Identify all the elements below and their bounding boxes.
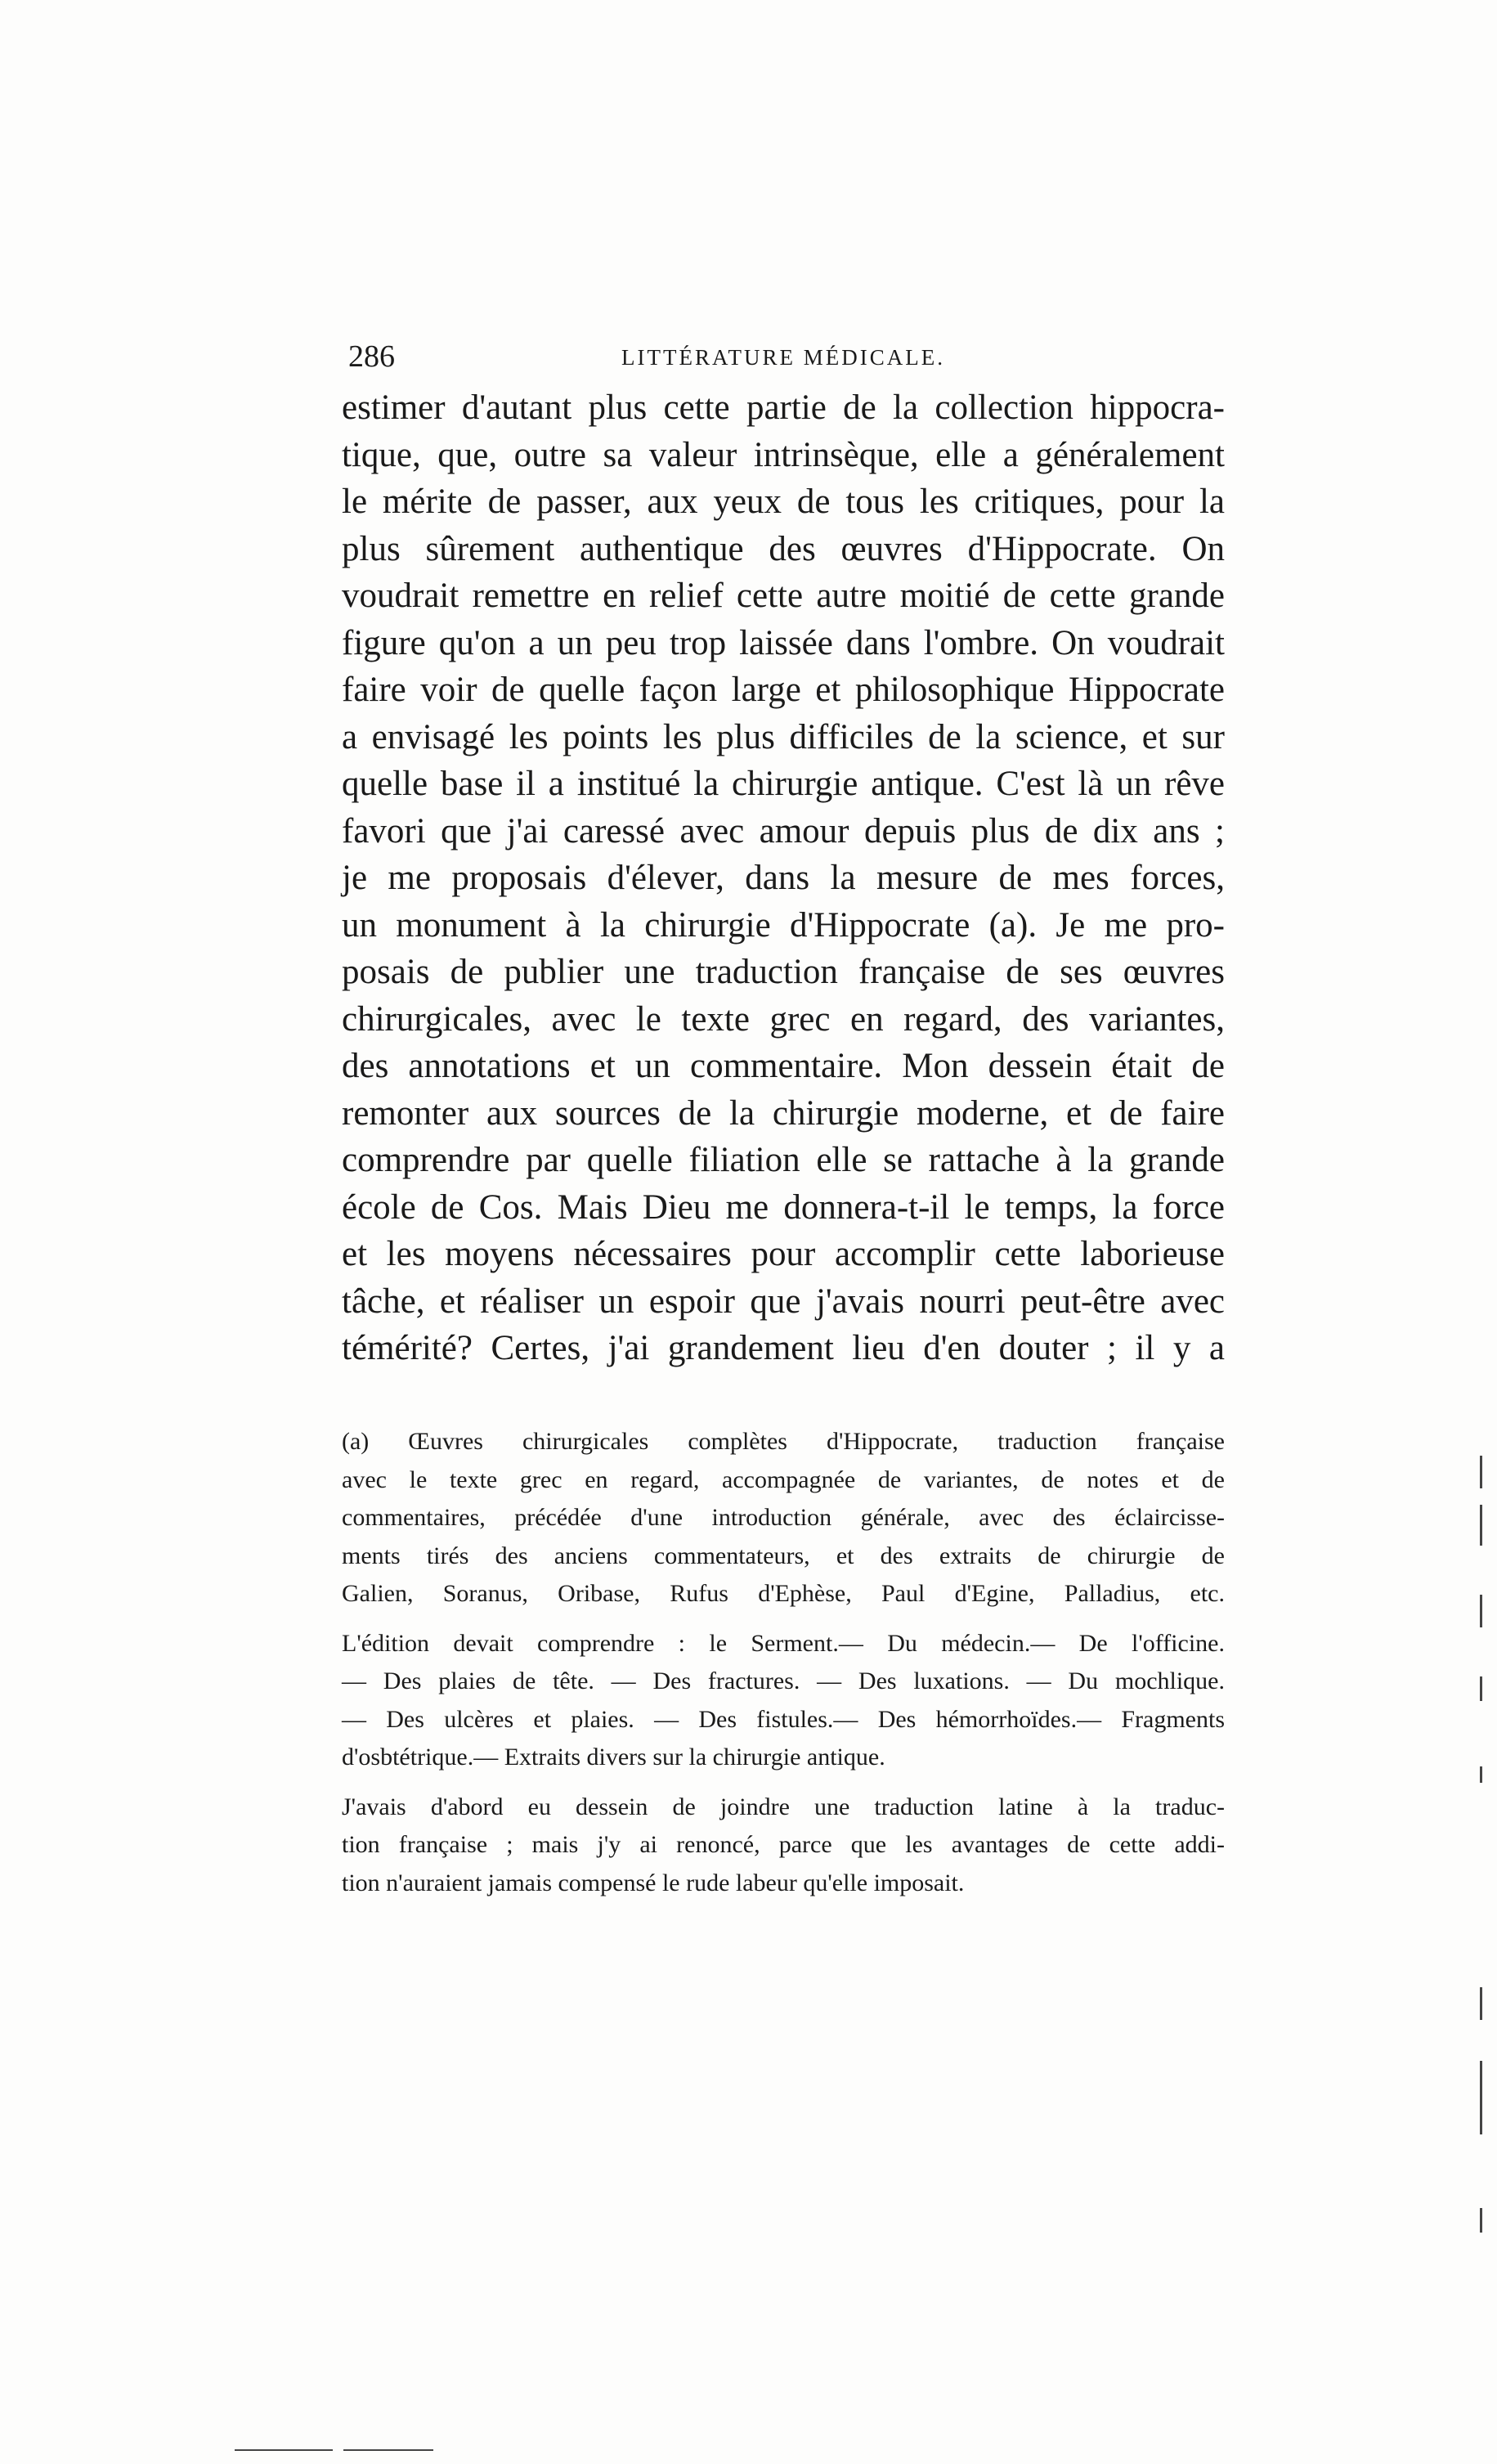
footnote-line: ments tirés des anciens commentateurs, et des extraits de chirurgie de (342, 1542, 1225, 1569)
footnote-paragraph (342, 1789, 1225, 1903)
body-text (342, 384, 1225, 1372)
footnote-line: tion n'auraient jamais compensé le rude labeur qu'elle imposait. (342, 1869, 965, 1896)
body-line: tâche, et réaliser un espoir que j'avais nourri peut-être avec (342, 1281, 1225, 1321)
scan-mark (1480, 1456, 1482, 1488)
body-line: figure qu'on a un peu trop laissée dans l'ombre. On voudrait (342, 623, 1225, 662)
scan-mark (1480, 2061, 1482, 2134)
scan-mark (235, 2449, 333, 2451)
body-line: a envisagé les points les plus difficiles de la science, et sur (342, 717, 1225, 756)
footnote-line: avec le texte grec en regard, accompagnée de variantes, de notes et de (342, 1465, 1225, 1493)
page-number: 286 (348, 339, 395, 374)
body-line: école de Cos. Mais Dieu me donnera-t-il le temps, la force (342, 1187, 1225, 1227)
footnote-line: J'avais d'abord eu dessein de joindre une traduction latine à la traduc- (342, 1793, 1225, 1820)
scan-mark (1480, 1766, 1482, 1783)
body-line: estimer d'autant plus cette partie de la collection hippocra- (342, 388, 1225, 427)
scan-mark (1480, 2208, 1482, 2233)
footnote-spacer (342, 1777, 1225, 1789)
footnote-line: (a) Œuvres chirurgicales complètes d'Hippocrate, traduction française (342, 1428, 1225, 1455)
footnote-paragraph (342, 1423, 1225, 1613)
body-line: tique, que, outre sa valeur intrinsèque, elle a généralement (342, 435, 1225, 474)
scan-mark (343, 2449, 433, 2451)
body-line: plus sûrement authentique des œuvres d'Hippocrate. On (342, 529, 1225, 568)
footnote-line: d'osbtétrique.— Extraits divers sur la chirurgie antique. (342, 1744, 885, 1771)
body-line: voudrait remettre en relief cette autre moitié de cette grande (342, 577, 1225, 615)
body-line: le mérite de passer, aux yeux de tous les critiques, pour la (342, 482, 1225, 521)
body-line: comprendre par quelle filiation elle se rattache à la grande (342, 1141, 1225, 1179)
footnote-line: — Des plaies de tête. — Des fractures. — Des luxations. — Du mochlique. (342, 1667, 1225, 1694)
running-title: LITTÉRATURE MÉDICALE. (621, 345, 945, 370)
footnote-line: commentaires, précédée d'une introduction générale, avec des éclaircisse- (342, 1504, 1225, 1531)
footnote-line: — Des ulcères et plaies. — Des fistules.— Des hémorrhoïdes.— Fragments (342, 1705, 1225, 1733)
scan-mark (1480, 1676, 1482, 1701)
footnote-paragraph (342, 1625, 1225, 1777)
body-line: favori que j'ai caressé avec amour depuis plus de dix ans ; (342, 811, 1225, 851)
footnote-line: L'édition devait comprendre : le Serment.— Du médecin.— De l'officine. (342, 1629, 1225, 1657)
body-line: chirurgicales, avec le texte grec en regard, des variantes, (342, 999, 1225, 1039)
body-line: faire voir de quelle façon large et philosophique Hippocrate (342, 671, 1225, 709)
body-line: posais de publier une traduction française de ses œuvres (342, 953, 1225, 991)
body-line: et les moyens nécessaires pour accomplir cette laborieuse (342, 1235, 1225, 1273)
scan-mark (1480, 1987, 1482, 2020)
body-line: témérité? Certes, j'ai grandement lieu d'en douter ; il y a (342, 1329, 1225, 1367)
body-line: un monument à la chirurgie d'Hippocrate (a). Je me pro- (342, 905, 1225, 945)
footnote-spacer (342, 1613, 1225, 1625)
body-line: je me proposais d'élever, dans la mesure de mes forces, (342, 859, 1225, 897)
body-line: remonter aux sources de la chirurgie moderne, et de faire (342, 1093, 1225, 1133)
footnote-line: Galien, Soranus, Oribase, Rufus d'Ephèse, Paul d'Egine, Palladius, etc. (342, 1580, 1225, 1607)
scan-mark (1480, 1505, 1482, 1546)
footnotes (342, 1423, 1225, 1902)
footnote-line: tion française ; mais j'y ai renoncé, parce que les avantages de cette addi- (342, 1831, 1225, 1858)
body-line: des annotations et un commentaire. Mon dessein était de (342, 1047, 1225, 1085)
running-head (342, 335, 1225, 378)
body-line: quelle base il a institué la chirurgie antique. C'est là un rêve (342, 765, 1225, 803)
scan-mark (1480, 1595, 1482, 1627)
